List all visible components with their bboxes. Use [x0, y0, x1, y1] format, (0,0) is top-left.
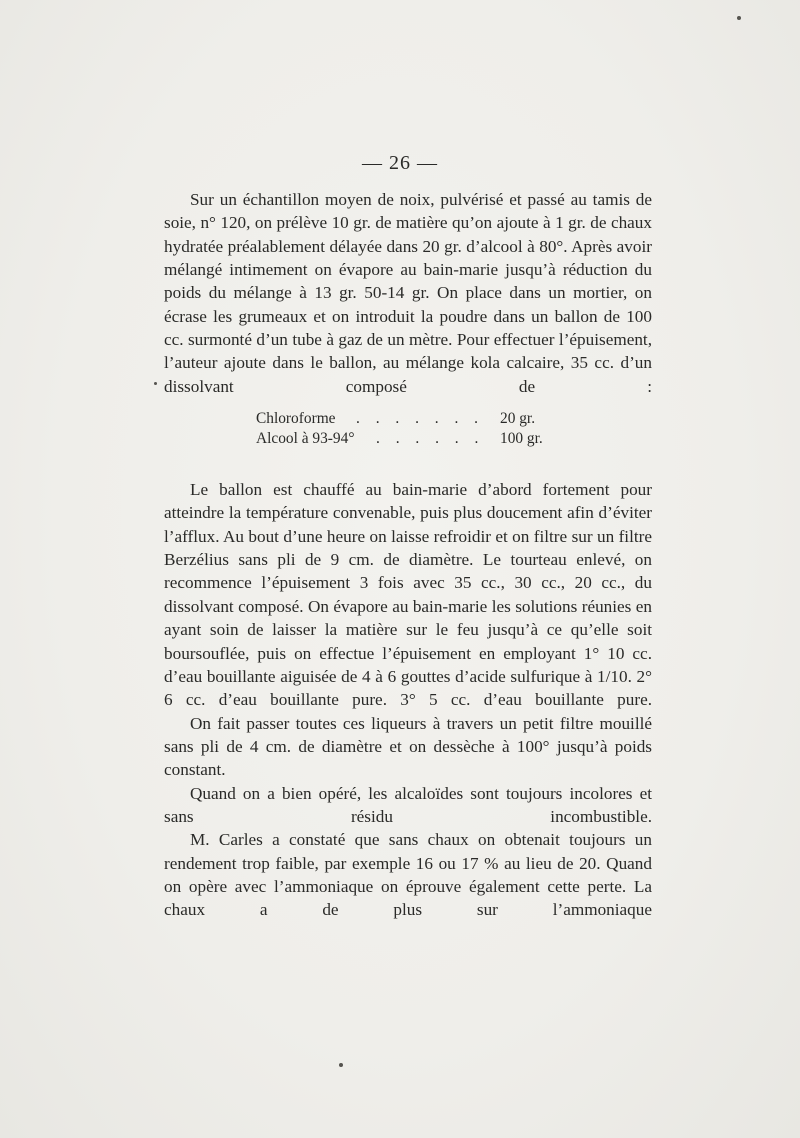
- scan-speck: [154, 382, 157, 385]
- recipe-row-chloroforme: [164, 409, 652, 429]
- scan-speck: [339, 1063, 343, 1067]
- recipe-ingredient: Alcool à 93-94°: [256, 430, 355, 448]
- recipe-ingredient: Chloroforme: [256, 410, 336, 428]
- solvent-recipe: [164, 409, 652, 449]
- paragraph-carles-observation: M. Carles a constaté que sans chaux on obtenait toujours un rendement trop faible, par exemple 16 ou 17 % au lieu de 20. Quand on opère avec l’ammoniaque on éprouve également cette perte. La chaux a de plus sur l’ammoniaque: [164, 830, 652, 920]
- paragraph-sample-preparation: Sur un échantillon moyen de noix, pulvérisé et passé au tamis de soie, n° 120, on prélève 10 gr. de matière qu’on ajoute à 1 gr. de chaux hydratée préalablement délayée dans 20 gr. d’alcool à 80°. Après avoir mélangé intimement on évapore au bain-marie jusqu’à réduction du poids du mélange à 13 gr. 50-14 gr. On place dans un mortier, on écrase les grumeaux et on introduit la poudre dans un ballon de 100 cc. surmonté d’un tube à gaz de un mètre. Pour effectuer l’épuisement, l’auteur ajoute dans le ballon, au mélange kola calcaire, 35 cc. d’un dissolvant composé de :: [164, 190, 652, 396]
- paragraph-extraction-procedure: Le ballon est chauffé au bain-marie d’abord fortement pour atteindre la température convenable, puis plus doucement afin d’éviter l’afflux. Au bout d’une heure on laisse refroidir et on filtre sur un filtre Berzélius sans pli de 9 cm. de diamètre. Le tourteau enlevé, on recommence l’épuisement 3 fois avec 35 cc., 30 cc., 20 cc., du dissolvant composé. On évapore au bain-marie les solutions réunies en ayant soin de laisser la matière sur le feu jusqu’à ce qu’elle soit boursouflée, puis on effectue l’épuisement en employant 1° 10 cc. d’eau bouillante aiguisée de 4 à 6 gouttes d’acide sulfurique à 1/10. 2° 6 cc. d’eau bouillante pure. 3° 5 cc. d’eau bouillante pure.: [164, 480, 652, 710]
- spacer: [164, 398, 652, 409]
- recipe-leader-dots: . . . . . . .: [356, 410, 485, 428]
- recipe-row-alcool: [164, 429, 652, 449]
- recipe-quantity: 100 gr.: [500, 430, 543, 448]
- recipe-quantity: 20 gr.: [500, 410, 536, 428]
- page-number: — 26 —: [362, 152, 438, 174]
- spacer: [164, 449, 652, 478]
- recipe-leader-dots: . . . . . .: [376, 430, 485, 448]
- paragraph-filtration: On fait passer toutes ces liqueurs à travers un petit filtre mouillé sans pli de 4 cm. de diamètre et on dessèche à 100° jusqu’à poids constant.: [164, 713, 652, 780]
- paragraph-alkaloid-result: Quand on a bien opéré, les alcaloïdes sont toujours incolores et sans résidu incombustible.: [164, 783, 652, 826]
- body-text: [164, 188, 652, 922]
- scan-speck: [737, 16, 741, 20]
